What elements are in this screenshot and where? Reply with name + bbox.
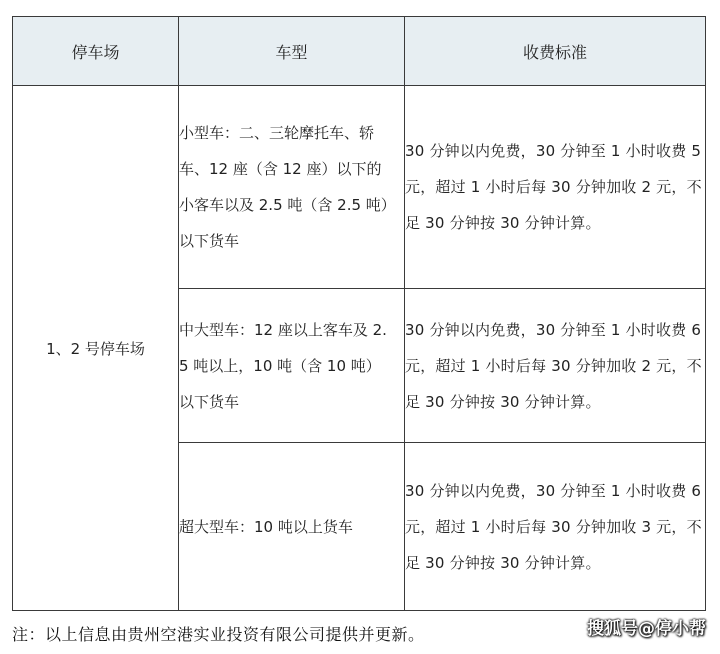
parking-fee-table (12, 16, 706, 611)
table-row (13, 86, 706, 289)
watermark: 搜狐号@停小帮 (587, 619, 706, 639)
header-lot: 停车场 (13, 17, 179, 86)
header-fee-standard: 收费标准 (405, 17, 706, 86)
vehicle-type-text: 小型车：二、三轮摩托车、轿车、12 座（含 12 座）以下的小客车以及 2.5 吨（含 2.5 吨）以下货车 (179, 124, 389, 250)
fee-cell: 30 分钟以内免费，30 分钟至 1 小时收费 6 元，超过 1 小时后每 30 分钟加收 2 元，不足 30 分钟按 30 分钟计算。 (405, 289, 706, 443)
lot-name-cell: 1、2 号停车场 (13, 86, 179, 611)
fee-cell: 30 分钟以内免费，30 分钟至 1 小时收费 5 元，超过 1 小时后每 30 分钟加收 2 元，不足 30 分钟按 30 分钟计算。 (405, 86, 706, 289)
vehicle-type-text: 超大型车：10 吨以上货车 (179, 517, 353, 536)
vehicle-type-cell (179, 289, 405, 443)
header-vehicle-type: 车型 (179, 17, 405, 86)
footnote: 注：以上信息由贵州空港实业投资有限公司提供并更新。 (12, 625, 425, 644)
vehicle-type-cell (179, 443, 405, 611)
table-header-row (13, 17, 706, 86)
vehicle-type-cell (179, 86, 405, 289)
fee-cell: 30 分钟以内免费，30 分钟至 1 小时收费 6 元，超过 1 小时后每 30 分钟加收 3 元，不足 30 分钟按 30 分钟计算。 (405, 443, 706, 611)
vehicle-type-text: 中大型车：12 座以上客车及 2.5 吨以上，10 吨（含 10 吨）以下货车 (179, 320, 387, 411)
